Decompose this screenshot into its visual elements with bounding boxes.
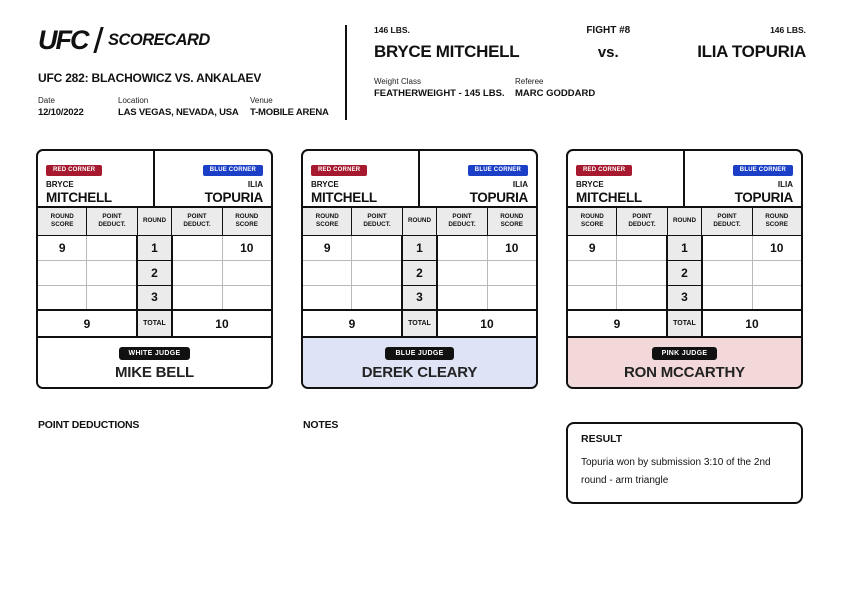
judge-badge: WHITE JUDGE [119, 347, 191, 360]
red-last-name: MITCHELL [576, 190, 642, 205]
col-header-red-round-score: ROUND SCORE [568, 208, 617, 235]
notes-title: NOTES [303, 419, 339, 431]
blue-first-name: ILIA [512, 180, 528, 189]
total-row [568, 310, 801, 336]
judge-scorecards [0, 149, 841, 389]
blue-deduct-cell [172, 285, 222, 310]
red-total-cell: 9 [303, 310, 402, 336]
round-number-cell: 1 [667, 235, 702, 260]
red-score-cell [38, 260, 87, 285]
round-1-row [303, 235, 536, 260]
scorecard-logo-text: SCORECARD [108, 30, 210, 49]
judge-footer [568, 336, 801, 387]
round-2-row [568, 260, 801, 285]
round-number-cell: 1 [402, 235, 437, 260]
red-score-cell: 9 [568, 235, 617, 260]
blue-score-cell [487, 285, 536, 310]
col-header-red-point-deduct: POINT DEDUCT. [352, 208, 402, 235]
blue-score-cell [222, 260, 271, 285]
red-fighter-header [374, 25, 519, 62]
col-header-blue-round-score: ROUND SCORE [487, 208, 536, 235]
judge-badge: BLUE JUDGE [385, 347, 453, 360]
col-header-blue-point-deduct: POINT DEDUCT. [172, 208, 222, 235]
col-header-blue-point-deduct: POINT DEDUCT. [702, 208, 752, 235]
red-first-name: BRYCE [576, 180, 604, 189]
col-header-round: ROUND [667, 208, 702, 235]
result-section [566, 419, 803, 504]
round-number-cell: 2 [667, 260, 702, 285]
red-score-cell [38, 285, 87, 310]
red-corner-half [38, 151, 155, 206]
score-table [568, 208, 801, 336]
result-text: Topuria won by submission 3:10 of the 2nd round - arm triangle [581, 457, 771, 486]
red-corner-half [303, 151, 420, 206]
header-right [347, 25, 806, 120]
scorecard-white-judge [36, 149, 273, 389]
venue-label: Venue [250, 96, 273, 105]
red-deduct-cell [617, 235, 667, 260]
date-value: 12/10/2022 [38, 107, 84, 118]
blue-corner-half [155, 151, 272, 206]
blue-deduct-cell [702, 260, 752, 285]
col-header-red-round-score: ROUND SCORE [303, 208, 352, 235]
round-3-row [303, 285, 536, 310]
red-last-name: MITCHELL [46, 190, 112, 205]
red-first-name: BRYCE [46, 180, 74, 189]
blue-first-name: ILIA [247, 180, 263, 189]
result-title: RESULT [581, 433, 623, 445]
blue-score-cell: 10 [222, 235, 271, 260]
point-deductions-title: POINT DEDUCTIONS [38, 419, 140, 431]
red-deduct-cell [617, 260, 667, 285]
date-label: Date [38, 96, 55, 105]
card-fighters [303, 151, 536, 208]
round-3-row [38, 285, 271, 310]
card-fighters [568, 151, 801, 208]
red-deduct-cell [352, 260, 402, 285]
blue-total-cell: 10 [172, 310, 271, 336]
blue-score-cell [752, 285, 801, 310]
blue-deduct-cell [702, 235, 752, 260]
blue-corner-half [420, 151, 537, 206]
point-deductions-section [36, 419, 273, 431]
red-score-cell: 9 [38, 235, 87, 260]
scorecard-pink-judge [566, 149, 803, 389]
location-label: Location [118, 96, 149, 105]
blue-score-cell: 10 [752, 235, 801, 260]
blue-total-cell: 10 [437, 310, 536, 336]
ufc-scorecard-logo [38, 25, 345, 55]
red-fighter-weight: 146 LBS. [374, 25, 410, 35]
blue-deduct-cell [172, 235, 222, 260]
event-date [38, 96, 118, 118]
blue-deduct-cell [437, 285, 487, 310]
red-total-cell: 9 [38, 310, 137, 336]
red-corner-badge: RED CORNER [576, 165, 632, 176]
vs-label: vs. [597, 44, 619, 61]
fight-number: FIGHT #8 [586, 25, 631, 36]
judge-footer [303, 336, 536, 387]
score-table [38, 208, 271, 336]
total-label-cell: TOTAL [402, 310, 437, 336]
card-fighters [38, 151, 271, 208]
round-number-cell: 3 [137, 285, 172, 310]
red-deduct-cell [87, 285, 137, 310]
red-corner-half [568, 151, 685, 206]
notes-section [301, 419, 538, 431]
blue-first-name: ILIA [777, 180, 793, 189]
referee-value: MARC GODDARD [515, 88, 596, 99]
col-header-round: ROUND [137, 208, 172, 235]
blue-score-cell [222, 285, 271, 310]
score-table-header-row [568, 208, 801, 235]
round-number-cell: 3 [402, 285, 437, 310]
round-number-cell: 2 [137, 260, 172, 285]
ufc-logo: UFC [38, 24, 88, 55]
referee [515, 77, 595, 99]
col-header-blue-round-score: ROUND SCORE [222, 208, 271, 235]
red-last-name: MITCHELL [311, 190, 377, 205]
red-fighter-name: BRYCE MITCHELL [374, 42, 520, 61]
red-deduct-cell [352, 235, 402, 260]
score-table-header-row [38, 208, 271, 235]
fight-center [586, 25, 630, 61]
red-total-cell: 9 [568, 310, 667, 336]
blue-score-cell: 10 [487, 235, 536, 260]
score-table [303, 208, 536, 336]
location-value: LAS VEGAS, NEVADA, USA [118, 107, 239, 118]
blue-corner-badge: BLUE CORNER [733, 165, 793, 176]
red-corner-badge: RED CORNER [311, 165, 367, 176]
round-2-row [303, 260, 536, 285]
col-header-red-point-deduct: POINT DEDUCT. [617, 208, 667, 235]
total-label-cell: TOTAL [137, 310, 172, 336]
blue-corner-half [685, 151, 802, 206]
round-1-row [568, 235, 801, 260]
header-left [38, 25, 345, 120]
event-location [118, 96, 250, 118]
col-header-round: ROUND [402, 208, 437, 235]
score-table-header-row [303, 208, 536, 235]
total-row [303, 310, 536, 336]
event-venue [250, 96, 340, 118]
col-header-blue-point-deduct: POINT DEDUCT. [437, 208, 487, 235]
blue-deduct-cell [702, 285, 752, 310]
venue-value: T-MOBILE ARENA [250, 107, 329, 118]
red-score-cell [303, 260, 352, 285]
blue-score-cell [487, 260, 536, 285]
bottom-section [0, 419, 841, 504]
round-number-cell: 1 [137, 235, 172, 260]
blue-deduct-cell [172, 260, 222, 285]
weight-class-value: FEATHERWEIGHT - 145 LBS. [374, 88, 505, 99]
red-score-cell [568, 285, 617, 310]
red-first-name: BRYCE [311, 180, 339, 189]
judge-footer [38, 336, 271, 387]
blue-last-name: TOPURIA [469, 190, 528, 205]
red-score-cell [568, 260, 617, 285]
event-meta [38, 96, 345, 118]
fight-matchup [374, 25, 806, 62]
col-header-blue-round-score: ROUND SCORE [752, 208, 801, 235]
blue-deduct-cell [437, 260, 487, 285]
blue-last-name: TOPURIA [734, 190, 793, 205]
red-deduct-cell [352, 285, 402, 310]
red-corner-badge: RED CORNER [46, 165, 102, 176]
blue-fighter-header [697, 25, 806, 62]
judge-name: MIKE BELL [114, 363, 195, 381]
blue-fighter-weight: 146 LBS. [770, 25, 806, 35]
referee-label: Referee [515, 77, 544, 86]
red-deduct-cell [87, 235, 137, 260]
judge-name: RON MCCARTHY [624, 363, 745, 381]
blue-corner-badge: BLUE CORNER [203, 165, 263, 176]
judge-name: DEREK CLEARY [361, 363, 478, 381]
judge-badge: PINK JUDGE [652, 347, 718, 360]
blue-corner-badge: BLUE CORNER [468, 165, 528, 176]
event-title: UFC 282: BLACHOWICZ VS. ANKALAEV [38, 71, 262, 85]
col-header-red-point-deduct: POINT DEDUCT. [87, 208, 137, 235]
blue-last-name: TOPURIA [204, 190, 263, 205]
blue-deduct-cell [437, 235, 487, 260]
total-row [38, 310, 271, 336]
result-box [566, 422, 803, 504]
round-number-cell: 3 [667, 285, 702, 310]
round-1-row [38, 235, 271, 260]
logo-slash-icon [93, 27, 103, 53]
blue-total-cell: 10 [702, 310, 801, 336]
red-score-cell: 9 [303, 235, 352, 260]
red-deduct-cell [87, 260, 137, 285]
fight-officials [374, 77, 806, 99]
red-score-cell [303, 285, 352, 310]
round-number-cell: 2 [402, 260, 437, 285]
round-3-row [568, 285, 801, 310]
header [0, 0, 841, 120]
red-deduct-cell [617, 285, 667, 310]
weight-class-label: Weight Class [374, 77, 421, 86]
weight-class [374, 77, 515, 99]
scorecard-blue-judge [301, 149, 538, 389]
round-2-row [38, 260, 271, 285]
blue-score-cell [752, 260, 801, 285]
total-label-cell: TOTAL [667, 310, 702, 336]
col-header-red-round-score: ROUND SCORE [38, 208, 87, 235]
blue-fighter-name: ILIA TOPURIA [697, 42, 806, 61]
